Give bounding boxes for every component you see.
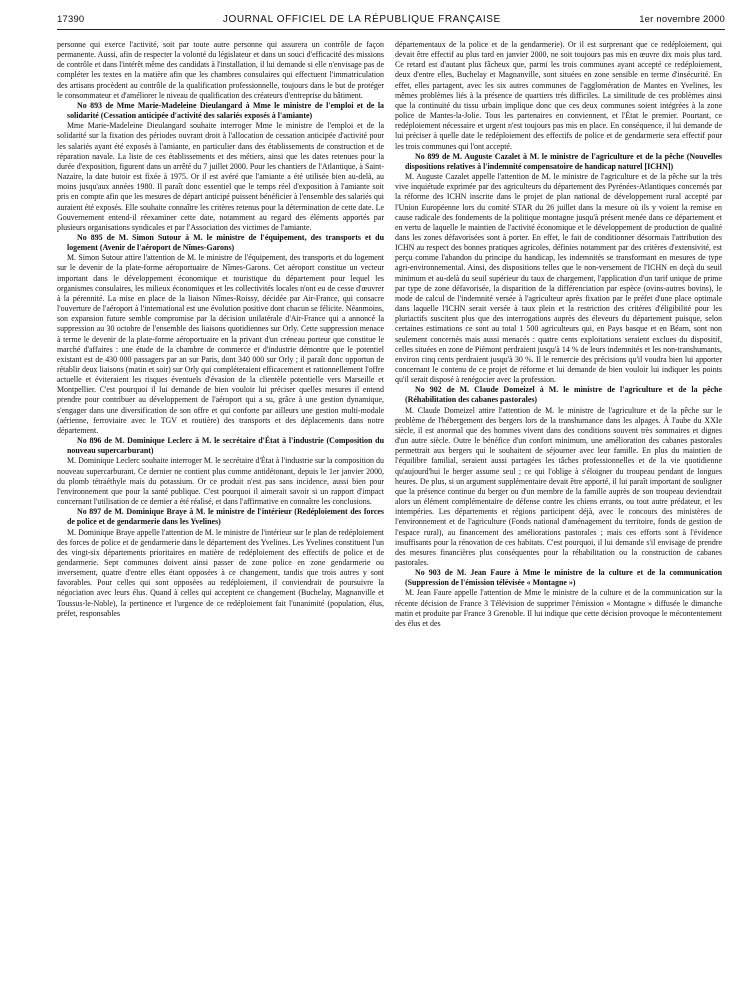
- question-heading-897: No 897 de M. Dominique Braye à M. le ministre de l'intérieur (Redéploiement des forces de police et de gendarmerie dans les Yvelines): [67, 507, 384, 527]
- page-number: 17390: [57, 14, 85, 25]
- paragraph: personne qui exerce l'activité, soit par toute autre personne qui assurera un contrôle de façon permanente. Aussi, afin de respecter la volonté du législateur et dans un souci d'efficacité des missions de contrôle et dans l'intérêt même des candidats à l'installation, il lui demande si elle n'envisage pas de compléter les textes en la matière afin que les chambres consulaires qui effectuent l'immatriculation des artisans procèdent au contrôle de la qualification professionnelle, toujours dans le but de protéger le consommateur et d'améliorer le niveau de qualification des créateurs d'entreprise du bâtiment.: [57, 40, 384, 100]
- question-heading-893: No 893 de Mme Marie-Madeleine Dieulangard à Mme le ministre de l'emploi et de la solidarité (Cessation anticipée d'activité des salariés exposés à l'amiante): [67, 100, 384, 121]
- question-heading-899: No 899 de M. Auguste Cazalet à M. le ministre de l'agriculture et de la pêche (Nouvelles dispositions relatives à l'indemnité compensatoire de handicap naturel [ICHN]): [405, 151, 722, 171]
- question-heading-895: No 895 de M. Simon Sutour à M. le ministre de l'équipement, des transports et du logement (Avenir de l'aéroport de Nîmes-Garons): [67, 232, 384, 253]
- journal-title: JOURNAL OFFICIEL DE LA RÉPUBLIQUE FRANÇAISE: [222, 14, 501, 25]
- page-header: [57, 14, 725, 25]
- paragraph: Mme Marie-Madeleine Dieulangard souhaite interroger Mme le ministre de l'emploi et de la solidarité sur la fixation des périodes ouvrant droit à l'allocation de cessation anticipée d'activité pour les salariés ayant été exposés à l'amiante, en particulier dans des établissements de construction et de réparation navale. La liste de ces établissements et des métiers, ainsi que les dates retenues pour la durée d'exposition, figurent dans un arrêté du 7 juillet 2000. Pour les chantiers de l'Atlantique, à Saint-Nazaire, la date butoir est fixée à 1975. Or il est avéré que l'amiante a été utilisée bien au-delà, au moins jusqu'aux années 1980. Il paraît donc essentiel que le temps réel d'exposition à l'amiante soit pris en compte afin que les mesures de départ anticipé puissent bénéficier à l'ensemble des salariés qui auraient été exposés. Elle souhaite connaître les critères retenus pour la détermination de cette date. Le Gouvernement entend-il réexaminer cette date, notamment au regard des éléments apportés par plusieurs organisations syndicales et par l'Association des victimes de l'amiante.: [57, 121, 384, 232]
- paragraph: M. Dominique Leclerc souhaite interroger M. le secrétaire d'État à l'industrie sur la composition du nouveau supercarburant. Ce dernier ne contient plus comme antidétonant, depuis le 1er janvier 2000, du plomb tétraéthyle mais du potassium. Or ce produit n'est pas sans incidence, aussi bien pour l'environnement que pour la santé publique. C'est pourquoi il aimerait savoir si un rapport d'impact concernant l'utilisation de ce dernier a été réalisé, et dans l'affirmative en connaître les conclusions.: [57, 456, 384, 507]
- header-rule: [57, 29, 725, 30]
- paragraph: M. Dominique Braye appelle l'attention de M. le ministre de l'intérieur sur le plan de redéploiement des forces de police et de gendarmerie dans le département des Yvelines. Les Yvelines constituent l'un des vingt-six départements prioritaires en matière de redéploiement des effectifs de police et de gendarmerie. Sept communes doivent ainsi passer de zone police en zone gendarmerie ou inversement, quatre d'entre elles étant opposées à ce changement, tandis que trois autres y sont favorables. Pour celles qui sont opposées au redéploiement, il conviendrait de poursuivre la négociation avec leurs élus. Quand à celles qui acceptent ce changement (Buchelay, Magnanville et Toussus-le-Noble), la pertinence et l'urgence de ce redéploiement fait l'unanimité (population, élus, préfet, responsables: [57, 527, 384, 618]
- text-columns: [57, 40, 725, 629]
- paragraph: M. Claude Domeizel attire l'attention de M. le ministre de l'agriculture et de la pêche sur le problème de l'hébergement des bergers lors de la transhumance dans les alpages. À l'aube du XXIe siècle, il est anormal que des hommes vivent dans des conditions souvent très sommaires et dignes d'un autre siècle. Outre le bénéfice d'un confort minimum, une amélioration des cabanes pastorales permettrait aux bergers qui le souhaitent de séjourner avec leur famille. En plus du maintien de l'équilibre familial, seraient aussi partagées les tâches professionnelles et de la vie quotidienne qu'aujourd'hui le berger assume seul ; ce qui l'oblige à s'éloigner du troupeau pendant de longues heures. De plus, si un argument supplémentaire devait être apporté, il lui paraît important de souligner que la présence continue du berger ou d'un membre de la famille auprès de son troupeau deviendrait alors un élément complémentaire de défense contre les chiens errants, ou tout autre prédateur, et les intempéries. Les départements et régions participent déjà, avec le concours des ministères de l'environnement et de l'agriculture (Fonds national d'aménagement du territoire, fonds de gestion de l'espace rural), au financement des améliorations pastorales ; mais ces efforts sont à l'évidence insuffisants pour la rénovation de ces habitats. C'est pourquoi, il lui demande s'il envisage de prendre des mesures financières plus conséquentes pour la réhabilitation ou la construction de cabanes pastorales.: [395, 405, 722, 567]
- issue-date: 1er novembre 2000: [639, 14, 725, 25]
- left-column: [57, 40, 384, 629]
- question-heading-896: No 896 de M. Dominique Leclerc à M. le secrétaire d'État à l'industrie (Composition du nouveau supercarburant): [67, 436, 384, 456]
- question-heading-903: No 903 de M. Jean Faure à Mme le ministre de la culture et de la communication (Suppression de l'émission télévisée « Montagne »): [405, 568, 722, 588]
- paragraph: M. Jean Faure appelle l'attention de Mme le ministre de la culture et de la communication sur la récente décision de France 3 Télévision de supprimer l'émission « Montagne » diffusée le dimanche matin et produite par France 3 Grenoble. Il lui indique que cette décision provoque le mécontentement des élus et des: [395, 588, 722, 628]
- paragraph: M. Simon Sutour attire l'attention de M. le ministre de l'équipement, des transports et du logement sur le devenir de la plate-forme aéroportuaire de Nîmes-Garons. Cet aéroport constitue un vecteur important dans le développement économique et touristique du département pour lequel les organismes consulaires, les milieux économiques et les collectivités locales n'ont eu de cesse d'œuvrer à la pérennité. La mise en place de la liaison Nîmes-Roissy, décidée par Air-France, qui consacre l'ouverture de l'aéroport à l'international est une évolution positive dont chacun se félicite. Néanmoins, son expansion future semble compromise par la décision unilatérale d'Air-France qui a annoncé la suppression au 30 octobre de l'ensemble des liaisons quotidiennes sur Orly. Cette suppression menace à terme le devenir de la plate-forme aéroportuaire en la privant d'un créneau porteur que constitue le marché d'affaires : une étude de la chambre de commerce et d'industrie démontre que le potentiel existant est de 430 000 passagers par an sur Paris, dont 340 000 sur Orly ; il paraît donc opportun de rétablir deux liaisons (matin et soir) sur Orly qui compléteraient efficacement et rationnellement l'offre actuelle et éviteraient les risques éventuels d'évasion de la clientèle potentielle vers Marseille et Montpellier. C'est pourquoi il lui demande de bien vouloir lui préciser quelles mesures il entend prendre pour contribuer au développement de l'aéroport qui a su, grâce à une gestion dynamique, s'engager dans une diversification de son offre et qui conforte par ailleurs une gestion multi-modale (aérienne, ferroviaire avec le TGV et routière) des transports et des déplacements dans notre département.: [57, 253, 384, 435]
- right-column: [395, 40, 722, 629]
- paragraph: M. Auguste Cazalet appelle l'attention de M. le ministre de l'agriculture et de la pêche sur la très vive inquiétude exprimée par des agriculteurs du département des Pyrénées-Atlantiques concernés par la réforme des ICHN inscrite dans le projet de plan national de développement rural accepté par l'Union Européenne lors du comité STAR du 26 juillet dans la mesure où ils y voient la remise en cause radicale des fondements de la politique montagne jusqu'à présent menée dans ce département et en vertu de laquelle le maintien de l'activité économique et le développement de production de qualité dans les zones défavorisées sont à porter. En effet, le fait de conditionner désormais l'attribution des ICHN au respect des bonnes pratiques agricoles, définies notamment par des critères d'extensivité, est perçu comme l'abandon du principe du handicap, les indemnités se transformant en mesures de type agri-environnemental. Ainsi, des dispositions telles que le non-versement de l'ICHN en deçà du seuil minimum et au-delà du seuil supérieur du taux de chargement, l'application d'un tarif unique de prime par type de zone défavorisée, la disparition de la différenciation par espèce (ovins-autres bovins), le mode de calcul de l'indemnité versée à l'agriculteur après fixation par le préfet d'une place optimale dans laquelle l'ICHN serait versée à taux plein et la restriction des critères d'éligibilité pour les pluriactifs suscitent plus que des interrogations auprès des éleveurs du département puisque, selon certaines estimations ce sont au total 1 500 agriculteurs qui, en Pays basque et en Béarn, sont non seulement concernés mais aussi menacés : quatre cents exploitations seraient exclues du dispositif, celles situées en zone de Piémont perdraient jusqu'à 14 % de leurs indemnités et les non-transhumants, environ cinq cents perdraient jusqu'à 30 %. Il le remercie des précisions qu'il voudra bien lui apporter concernant le contenu de ce projet de réforme et lui demande de bien vouloir lui indiquer les points qu'il serait disposé à renégocier avec la profession.: [395, 172, 722, 385]
- paragraph: départementaux de la police et de la gendarmerie). Or il est surprenant que ce redéploiement, qui devait être effectif au plus tard en janvier 2000, ne soit toujours pas mis en œuvre dix mois plus tard. Ce retard est d'autant plus fâcheux que, parmi les trois communes ayant accepté ce redéploiement, deux d'entre elles, Buchelay et Magnanville, sont situées en zone sensible en terme d'insécurité. En effet, elles partagent, avec les six autres communes de l'agglomération de Mantes en Yvelines, les mêmes problèmes liés à la présence de quartiers très difficiles. La similitude de ces problèmes ainsi que la continuité du tissu urbain implique donc que ces deux communes soient intégrées à la zone police de Mantes-la-Jolie. Tous les partenaires en conviennent, et l'État le premier. Pourtant, ce redéploiement nécessaire et urgent n'est toujours pas mis en place. En conséquence, il lui demande de lui préciser à quelle date le redéploiement des effectifs de police et de gendarmerie sera effectif pour les trois communes qui l'ont accepté.: [395, 40, 722, 151]
- question-heading-902: No 902 de M. Claude Domeizel à M. le ministre de l'agriculture et de la pêche (Réhabilitation des cabanes pastorales): [405, 385, 722, 405]
